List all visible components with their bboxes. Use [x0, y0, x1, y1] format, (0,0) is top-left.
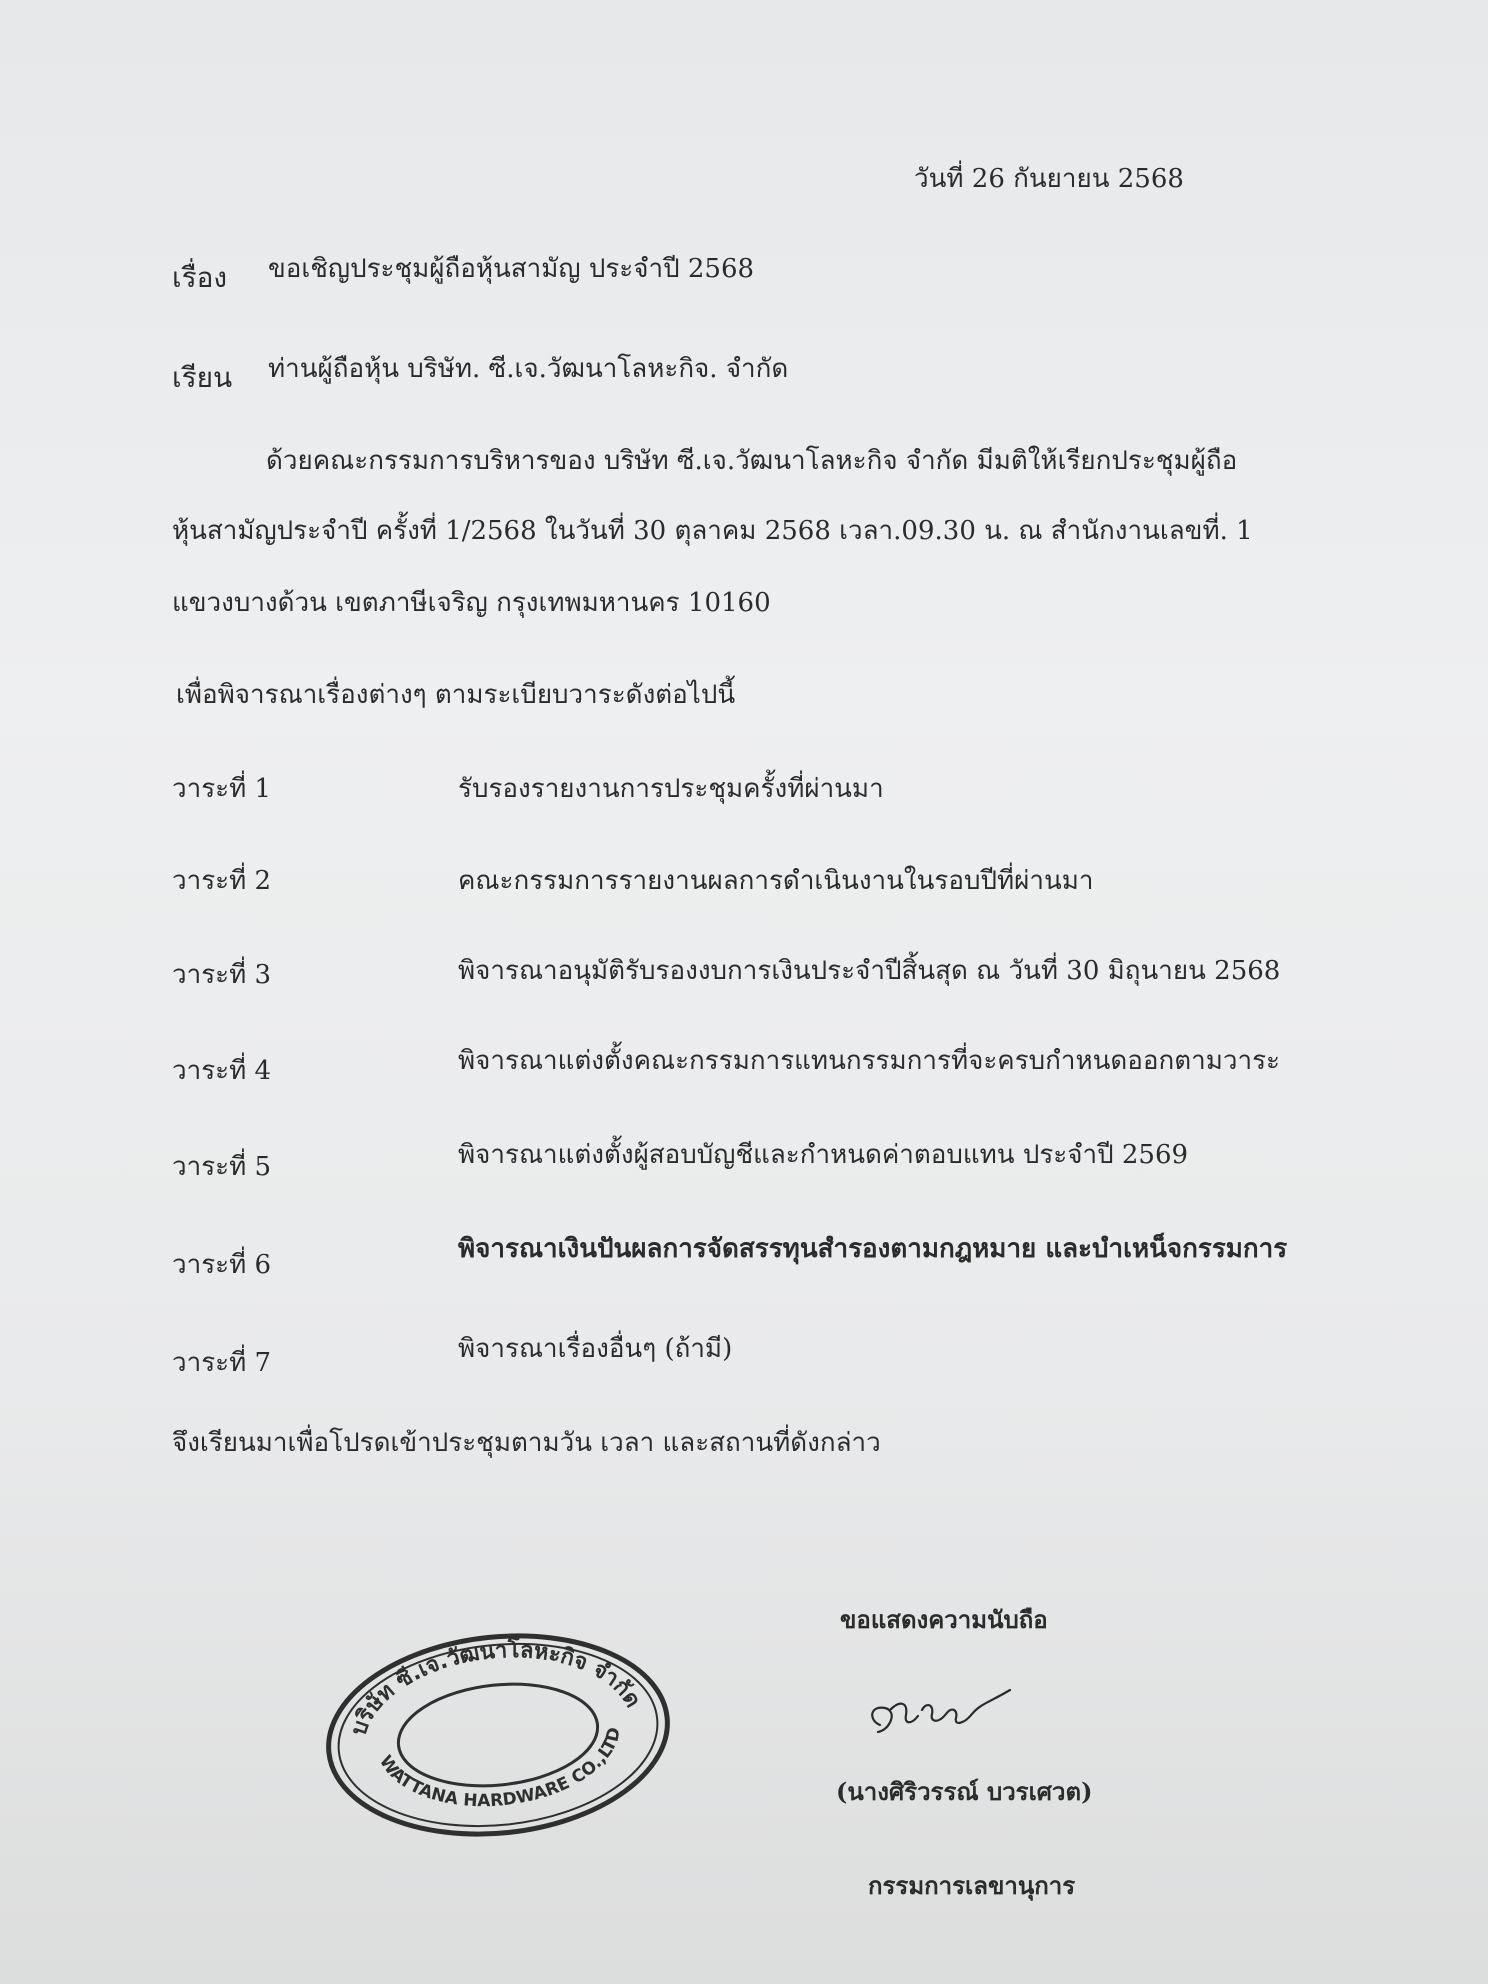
agenda-text: พิจารณาแต่งตั้งผู้สอบบัญชีและกำหนดค่าตอบแทน ประจำปี 2569	[458, 1140, 1189, 1170]
agenda-text: รับรองรายงานการประชุมครั้งที่ผ่านมา	[458, 774, 884, 804]
agenda-text: คณะกรรมการรายงานผลการดำเนินงานในรอบปีที่ผ่านมา	[458, 866, 1094, 896]
signer-name: (นางศิริวรรณ์ บวรเศวต)	[836, 1777, 1093, 1806]
letter-date: วันที่ 26 กันยายน 2568	[914, 164, 1184, 194]
agenda-number: วาระที่ 5	[172, 1152, 272, 1182]
recipient-text: ท่านผู้ถือหุ้น บริษัท. ซี.เจ.วัฒนาโลหะกิจ. จำกัด	[268, 354, 789, 384]
company-seal-stamp	[318, 1630, 678, 1840]
closing-line: จึงเรียนมาเพื่อโปรดเข้าประชุมตามวัน เวลา และสถานที่ดังกล่าว	[172, 1428, 881, 1458]
signer-title: กรรมการเลขานุการ	[868, 1871, 1076, 1900]
agenda-number: วาระที่ 1	[172, 774, 272, 804]
subject-label: เรื่อง	[172, 261, 228, 294]
body-line-1: ด้วยคณะกรรมการบริหารของ บริษัท ซี.เจ.วัฒนาโลหะกิจ จำกัด มีมติให้เรียกประชุมผู้ถือ	[266, 446, 1238, 476]
agenda-text: พิจารณาอนุมัติรับรองงบการเงินประจำปีสิ้นสุด ณ วันที่ 30 มิถุนายน 2568	[458, 956, 1281, 986]
agenda-number: วาระที่ 7	[172, 1348, 272, 1378]
subject-text: ขอเชิญประชุมผู้ถือหุ้นสามัญ ประจำปี 2568	[268, 254, 755, 284]
agenda-intro: เพื่อพิจารณาเรื่องต่างๆ ตามระเบียบวาระดังต่อไปนี้	[176, 680, 736, 710]
agenda-text: พิจารณาเรื่องอื่นๆ (ถ้ามี)	[458, 1334, 733, 1364]
agenda-text: พิจารณาแต่งตั้งคณะกรรมการแทนกรรมการที่จะครบกำหนดออกตามวาระ	[458, 1046, 1281, 1076]
body-line-3: แขวงบางด้วน เขตภาษีเจริญ กรุงเทพมหานคร 10160	[172, 588, 771, 618]
svg-text:J.WATTANA HARDWARE CO.,LTD.: J.WATTANA HARDWARE CO.,LTD.	[374, 1725, 626, 1812]
recipient-label: เรียน	[172, 361, 233, 394]
agenda-number: วาระที่ 2	[172, 866, 272, 896]
agenda-number: วาระที่ 4	[172, 1056, 272, 1086]
agenda-number: วาระที่ 6	[172, 1250, 272, 1280]
regards: ขอแสดงความนับถือ	[840, 1605, 1048, 1634]
agenda-text: พิจารณาเงินปันผลการจัดสรรทุนสำรองตามกฎหมาย และบำเหน็จกรรมการ	[458, 1234, 1288, 1264]
agenda-number: วาระที่ 3	[172, 960, 272, 990]
svg-text:บริษัท ซี.เจ.วัฒนาโลหะกิจ จำกั: บริษัท ซี.เจ.วัฒนาโลหะกิจ จำกัด	[346, 1638, 646, 1739]
body-line-2: หุ้นสามัญประจำปี ครั้งที่ 1/2568 ในวันที่ 30 ตุลาคม 2568 เวลา.09.30 น. ณ สำนักงานเลขที่. 1	[172, 516, 1253, 546]
handwritten-signature	[860, 1680, 1040, 1750]
